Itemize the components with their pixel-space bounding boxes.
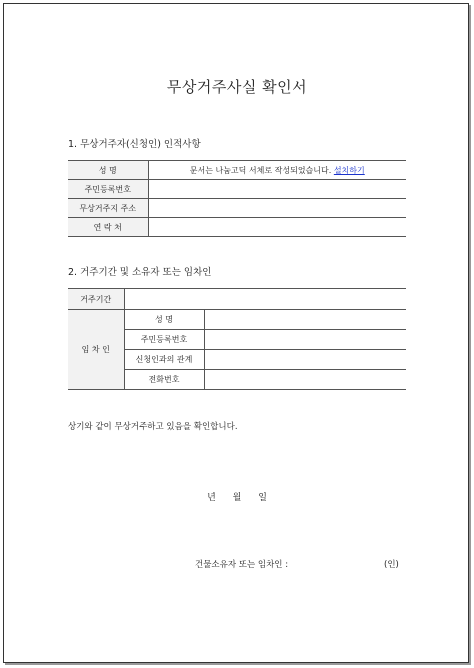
contact-label: 연 락 처 <box>68 218 148 237</box>
tenant-name-label: 성 명 <box>124 310 204 330</box>
font-notice-text: 문서는 나눔고딕 서체로 작성되었습니다. <box>189 165 332 175</box>
resident-number-label: 주민등록번호 <box>68 180 148 199</box>
tenant-resident-number-value[interactable] <box>204 330 406 350</box>
table-row <box>68 218 406 237</box>
table-row <box>68 310 406 330</box>
residence-period-table <box>68 288 406 390</box>
tenant-group-label: 임 차 인 <box>68 310 124 390</box>
resident-number-value[interactable] <box>148 180 406 199</box>
table-row <box>68 199 406 218</box>
seal-mark: (인) <box>384 560 399 570</box>
name-label: 성 명 <box>68 161 148 180</box>
relationship-label: 신청인과의 관계 <box>124 350 204 370</box>
table-row <box>68 289 406 310</box>
date-line: 년 월 일 <box>207 493 267 503</box>
table-row <box>68 161 406 180</box>
applicant-info-table <box>68 160 406 237</box>
phone-label: 전화번호 <box>124 370 204 390</box>
tenant-name-value[interactable] <box>204 310 406 330</box>
period-label: 거주기간 <box>68 289 124 310</box>
table-row <box>68 180 406 199</box>
tenant-resident-number-label: 주민등록번호 <box>124 330 204 350</box>
phone-value[interactable] <box>204 370 406 390</box>
install-font-link[interactable]: 설치하기 <box>333 165 365 175</box>
address-value[interactable] <box>148 199 406 218</box>
document-title: 무상거주사실 확인서 <box>166 78 308 96</box>
period-value[interactable] <box>124 289 406 310</box>
section1-heading: 1. 무상거주자(신청인) 인적사항 <box>68 139 201 150</box>
section2-heading: 2. 거주기간 및 소유자 또는 임차인 <box>68 267 212 278</box>
contact-value[interactable] <box>148 218 406 237</box>
signer-label: 건물소유자 또는 임차인 : <box>195 560 289 570</box>
relationship-value[interactable] <box>204 350 406 370</box>
confirmation-statement: 상기와 같이 무상거주하고 있음을 확인합니다. <box>68 422 238 432</box>
name-value[interactable] <box>148 161 406 180</box>
address-label: 무상거주지 주소 <box>68 199 148 218</box>
